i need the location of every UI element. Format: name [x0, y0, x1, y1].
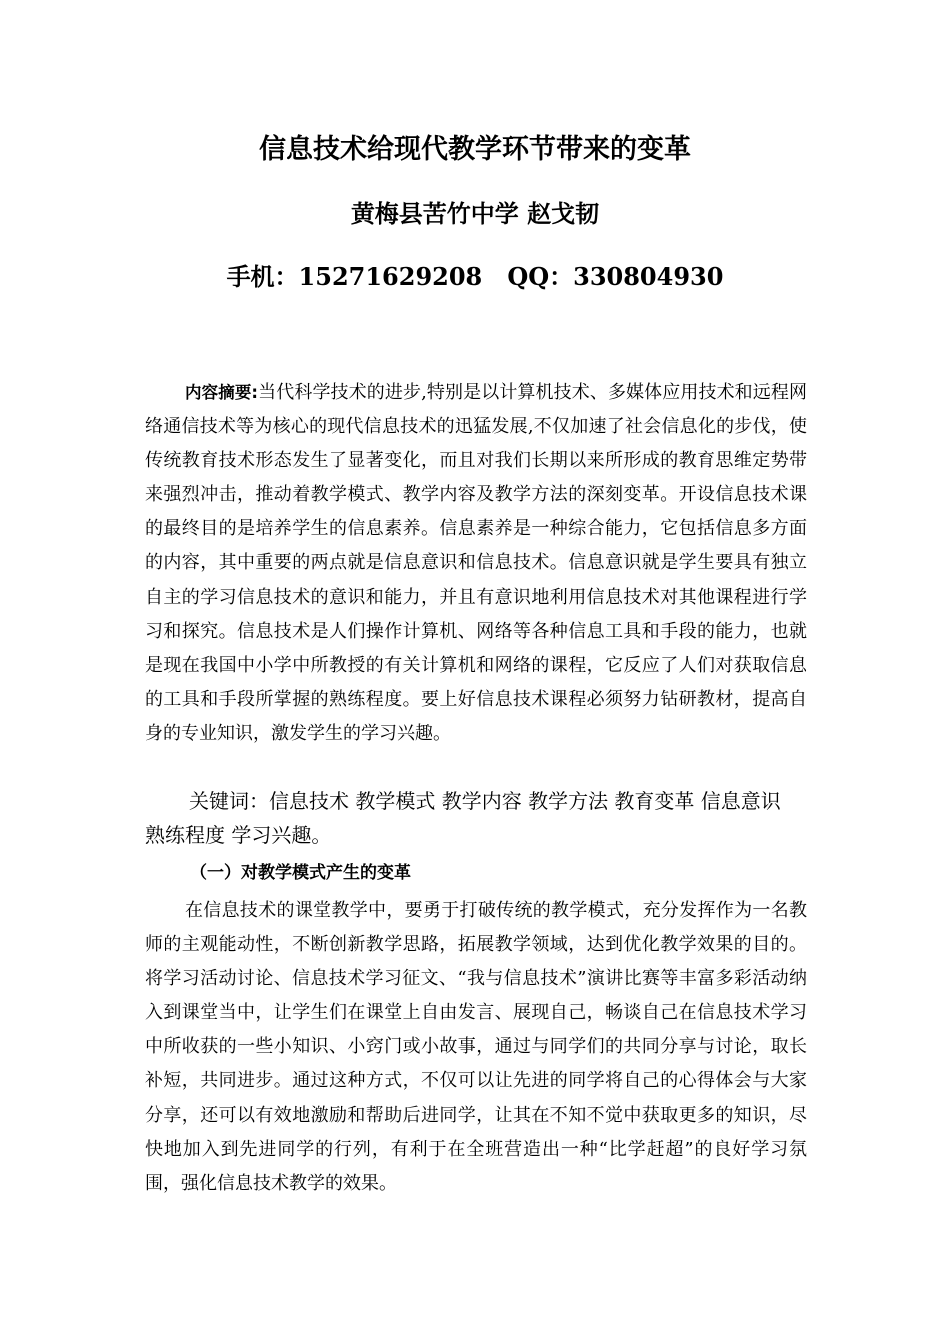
keywords-label: 关键词： — [189, 789, 269, 813]
keywords-paragraph — [145, 784, 807, 852]
abstract-text: 当代科学技术的进步,特别是以计算机技术、多媒体应用技术和远程网络通信技术等为核心的现代信息技术的迅猛发展,不仅加速了社会信息化的步伐，使传统教育技术形态发生了显著变化，而且对我们长期以来所形成的教育思维定势带来强烈冲击，推动着教学模式、教学内容及教学方法的深刻变革。开设信息技术课的最终目的是培养学生的信息素养。信息素养是一种综合能力，它包括信息多方面的内容，其中重要的两点就是信息意识和信息技术。信息意识就是学生要具有独立自主的学习信息技术的意识和能力，并且有意识地利用信息技术对其他课程进行学习和探究。信息技术是人们操作计算机、网络等各种信息工具和手段的能力，也就是现在我国中小学中所教授的有关计算机和网络的课程，它反应了人们对获取信息的工具和手段所掌握的熟练程度。要上好信息技术课程必须努力钻研教材，提高自身的专业知识，激发学生的学习兴趣。 — [145, 382, 808, 744]
keywords-text: 信息技术 教学模式 教学内容 教学方法 教育变革 信息意识 熟练程度 学习兴趣。 — [145, 789, 781, 847]
contact-line: 手机：15271629208 QQ：330804930 — [226, 262, 724, 291]
author-line: 黄梅县苦竹中学 赵戈韧 — [350, 199, 600, 228]
section-heading: （一）对教学模式产生的变革 — [190, 863, 411, 883]
document-title: 信息技术给现代教学环节带来的变革 — [259, 134, 691, 165]
section-paragraph: 在信息技术的课堂教学中，要勇于打破传统的教学模式，充分发挥作为一名教师的主观能动性，不断创新教学思路，拓展教学领域，达到优化教学效果的目的。将学习活动讨论、信息技术学习征文、“我与信息技术”演讲比赛等丰富多彩活动纳入到课堂当中，让学生们在课堂上自由发言、展现自己，畅谈自己在信息技术学习中所收获的一些小知识、小窍门或小故事，通过与同学们的共同分享与讨论，取长补短，共同进步。通过这种方式，不仅可以让先进的同学将自己的心得体会与大家分享，还可以有效地激励和帮助后进同学，让其在不知不觉中获取更多的知识，尽快地加入到先进同学的行列，有利于在全班营造出一种“比学赶超”的良好学习氛围，强化信息技术教学的效果。 — [145, 900, 807, 1194]
abstract-label: 内容摘要: — [185, 383, 259, 402]
abstract-paragraph — [145, 376, 807, 751]
